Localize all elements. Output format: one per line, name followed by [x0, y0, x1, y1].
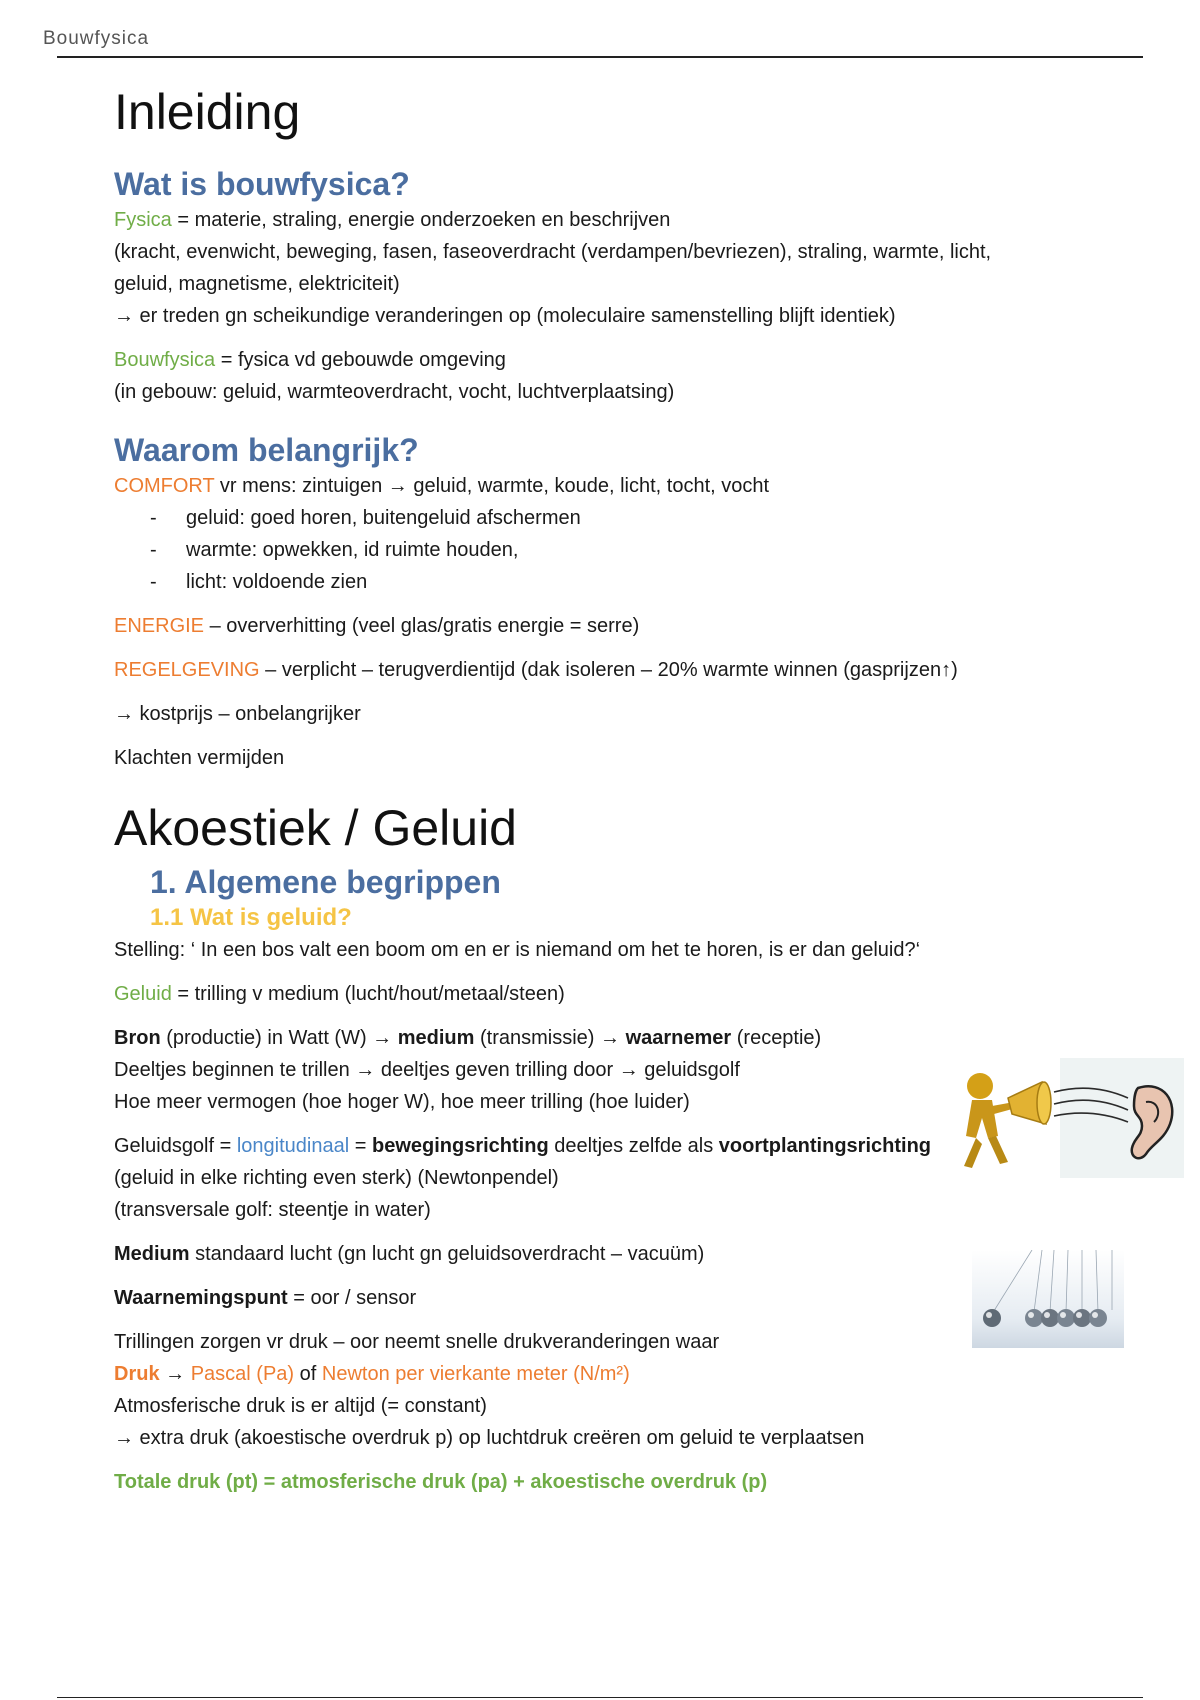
druk-line	[114, 1358, 1114, 1390]
geluid-definition	[114, 978, 1114, 1010]
megaphone-ear-illustration	[942, 1058, 1184, 1178]
energie-line	[114, 610, 1114, 642]
header-rule	[57, 56, 1143, 58]
energie-text: – oververhitting (veel glas/gratis energie = serre)	[204, 615, 640, 637]
footer-rule	[57, 1697, 1143, 1698]
medium-term: Medium	[114, 1243, 190, 1265]
medium-text: standaard lucht (gn lucht gn geluidsoverdracht – vacuüm)	[189, 1243, 705, 1265]
stelling-line: Stelling: ‘ In een bos valt een boom om en er is niemand om het te horen, is er dan geluid?‘	[114, 939, 921, 961]
waarnemer-term: waarnemer	[625, 1027, 732, 1049]
title-akoestiek: Akoestiek / Geluid	[114, 800, 517, 856]
kostprijs-line: → kostprijs – onbelangrijker	[114, 703, 361, 725]
druk-arrow: →	[159, 1363, 191, 1385]
totale-druk-formula: Totale druk (pt) = atmosferische druk (pa) + akoestische overdruk (p)	[114, 1471, 768, 1493]
bron-term: Bron	[114, 1027, 161, 1049]
extra-druk-line: → extra druk (akoestische overdruk p) op luchtdruk creëren om geluid te verplaatsen	[114, 1427, 865, 1449]
page-header: Bouwfysica	[43, 28, 150, 49]
deeltjes-line: Deeltjes beginnen te trillen → deeltjes geven trilling door → geluidsgolf	[114, 1059, 740, 1081]
geluid-def-text: = trilling v medium (lucht/hout/metaal/steen)	[171, 983, 565, 1005]
heading-wat-is-bouwfysica: Wat is bouwfysica?	[114, 166, 410, 202]
fysica-line-3: geluid, magnetisme, elektriciteit)	[114, 273, 400, 295]
golf-text-2: =	[349, 1135, 372, 1157]
bouwfysica-line-2: (in gebouw: geluid, warmteoverdracht, vocht, luchtverplaatsing)	[114, 381, 675, 403]
energie-term: ENERGIE	[114, 615, 205, 637]
bouwfysica-definition	[114, 344, 1114, 376]
trillingen-line: Trillingen zorgen vr druk – oor neemt snelle drukveranderingen waar	[114, 1331, 720, 1353]
geluid-term: Geluid	[114, 983, 172, 1005]
fysica-def-text: = materie, straling, energie onderzoeken en beschrijven	[171, 209, 671, 231]
waarnemingspunt-text: = oor / sensor	[287, 1287, 417, 1309]
bron-text-2: (transmissie) →	[474, 1027, 626, 1049]
megaphone-ear-image	[942, 1058, 1184, 1178]
medium-term-inline: medium	[397, 1027, 475, 1049]
comfort-list	[114, 502, 1114, 598]
voortplantingsrichting-term: voortplantingsrichting	[718, 1135, 931, 1157]
golf-line-3: (transversale golf: steentje in water)	[114, 1199, 431, 1221]
golf-line-2: (geluid in elke richting even sterk) (Newtonpendel)	[114, 1167, 559, 1189]
heading-wat-is-geluid: 1.1 Wat is geluid?	[150, 904, 352, 931]
comfort-term: COMFORT	[114, 475, 215, 497]
comfort-line	[114, 470, 1114, 502]
bron-line	[114, 1022, 1114, 1054]
vermogen-line: Hoe meer vermogen (hoe hoger W), hoe meer trilling (hoe luider)	[114, 1091, 690, 1113]
bron-text-1: (productie) in Watt (W) →	[160, 1027, 398, 1049]
fysica-term: Fysica	[114, 209, 172, 231]
bouwfysica-term: Bouwfysica	[114, 349, 216, 371]
longitudinaal-term: longitudinaal	[236, 1135, 350, 1157]
list-item: - geluid: goed horen, buitengeluid afschermen	[150, 502, 1114, 534]
comfort-text: vr mens: zintuigen → geluid, warmte, koude, licht, tocht, vocht	[214, 475, 770, 497]
heading-waarom-belangrijk: Waarom belangrijk?	[114, 432, 419, 468]
newtons-cradle-image	[972, 1250, 1124, 1348]
druk-term: Druk	[114, 1363, 160, 1385]
medium-line	[114, 1238, 1114, 1270]
heading-algemene-begrippen: 1. Algemene begrippen	[150, 864, 501, 900]
fysica-line-2: (kracht, evenwicht, beweging, fasen, faseoverdracht (verdampen/bevriezen), straling, warmte, licht,	[114, 241, 992, 263]
fysica-line-4: → er treden gn scheikundige veranderingen op (moleculaire samenstelling blijft identiek)	[114, 305, 896, 327]
title-inleiding: Inleiding	[114, 84, 301, 140]
newtons-cradle-illustration	[972, 1250, 1124, 1348]
golf-text-1: Geluidsgolf =	[114, 1135, 237, 1157]
regelgeving-text: – verplicht – terugverdientijd (dak isoleren – 20% warmte winnen (gasprijzen↑)	[259, 659, 958, 681]
golf-text-3: deeltjes zelfde als	[548, 1135, 719, 1157]
bron-text-3: (receptie)	[731, 1027, 822, 1049]
newton-unit: Newton per vierkante meter (N/m²)	[321, 1363, 630, 1385]
waarnemingspunt-line	[114, 1282, 1114, 1314]
fysica-definition	[114, 204, 1114, 236]
atmos-line: Atmosferische druk is er altijd (= constant)	[114, 1395, 487, 1417]
bouwfysica-def-text: = fysica vd gebouwde omgeving	[215, 349, 506, 371]
regelgeving-term: REGELGEVING	[114, 659, 260, 681]
document-body	[114, 78, 1114, 1498]
list-item: - warmte: opwekken, id ruimte houden,	[150, 534, 1114, 566]
list-item: - licht: voldoende zien	[150, 566, 1114, 598]
bewegingsrichting-term: bewegingsrichting	[371, 1135, 549, 1157]
waarnemingspunt-term: Waarnemingspunt	[114, 1287, 288, 1309]
klachten-line: Klachten vermijden	[114, 747, 285, 769]
druk-of: of	[294, 1363, 322, 1385]
pascal-unit: Pascal (Pa)	[190, 1363, 295, 1385]
regelgeving-line	[114, 654, 1114, 686]
